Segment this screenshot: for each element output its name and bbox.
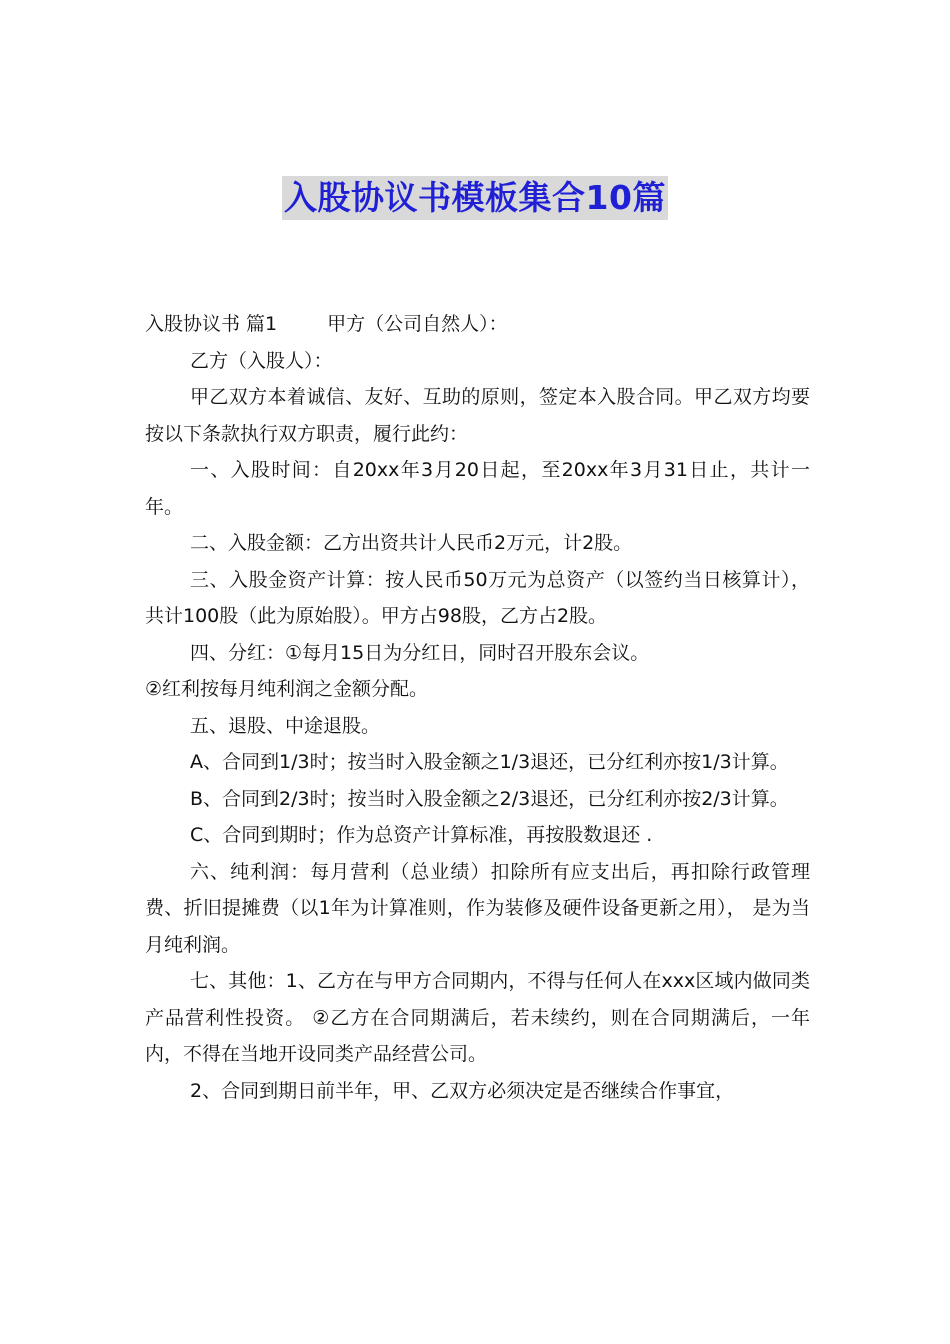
paragraph: C、合同到期时；作为总资产计算标准，再按股数退还 . [190,824,653,846]
paragraph: 五、退股、中途退股。 [190,714,381,737]
paragraph: 甲乙双方本着诚信、友好、互助的原则，签定本入股合同。甲乙双方均要按以下条款执行双方职责，履行此约： [145,386,810,445]
paragraph: 七、其他：1、乙方在与甲方合同期内，不得与任何人在xxx区域内做同类产品营利性投资。 ②乙方在合同期满后，若未续约，则在合同期满后，一年内，不得在当地开设同类产品经营公司。 [145,970,810,1065]
paragraph: 六、纯利润：每月营利（总业绩）扣除所有应支出后，再扣除行政管理费、折旧提摊费（以1年为计算准则，作为装修及硬件设备更新之用）， 是为当月纯利润。 [145,860,810,956]
document-title: 入股协议书模板集合10篇 [282,176,668,220]
paragraph: 四、分红：①每月15日为分红日，同时召开股东会议。 [190,641,650,664]
heading-line [145,306,810,343]
paragraph: 乙方（入股人）： [190,349,333,372]
party-a-line: 甲方（公司自然人）： [327,313,508,335]
paragraph: B、合同到2/3时；按当时入股金额之2/3退还，已分红利亦按2/3计算。 [190,787,789,810]
paragraph: A、合同到1/3时；按当时入股金额之1/3退还，已分红利亦按1/3计算。 [190,751,789,773]
paragraph: 二、入股金额：乙方出资共计人民币2万元，计2股。 [190,532,633,554]
title-area [0,176,950,220]
paragraph: 2、合同到期日前半年，甲、乙双方必须决定是否继续合作事宜， [190,1079,735,1102]
document-body [145,306,810,1109]
section-label: 入股协议书 篇1 [145,313,278,335]
paragraph: 一、入股时间：自20xx年3月20日起，至20xx年3月31日止，共计一年。 [145,459,810,518]
paragraph: 三、入股金资产计算：按人民币50万元为总资产（以签约当日核算计），共计100股（此为原始股）。甲方占98股，乙方占2股。 [145,568,810,627]
paragraph: ②红利按每月纯利润之金额分配。 [145,678,429,700]
